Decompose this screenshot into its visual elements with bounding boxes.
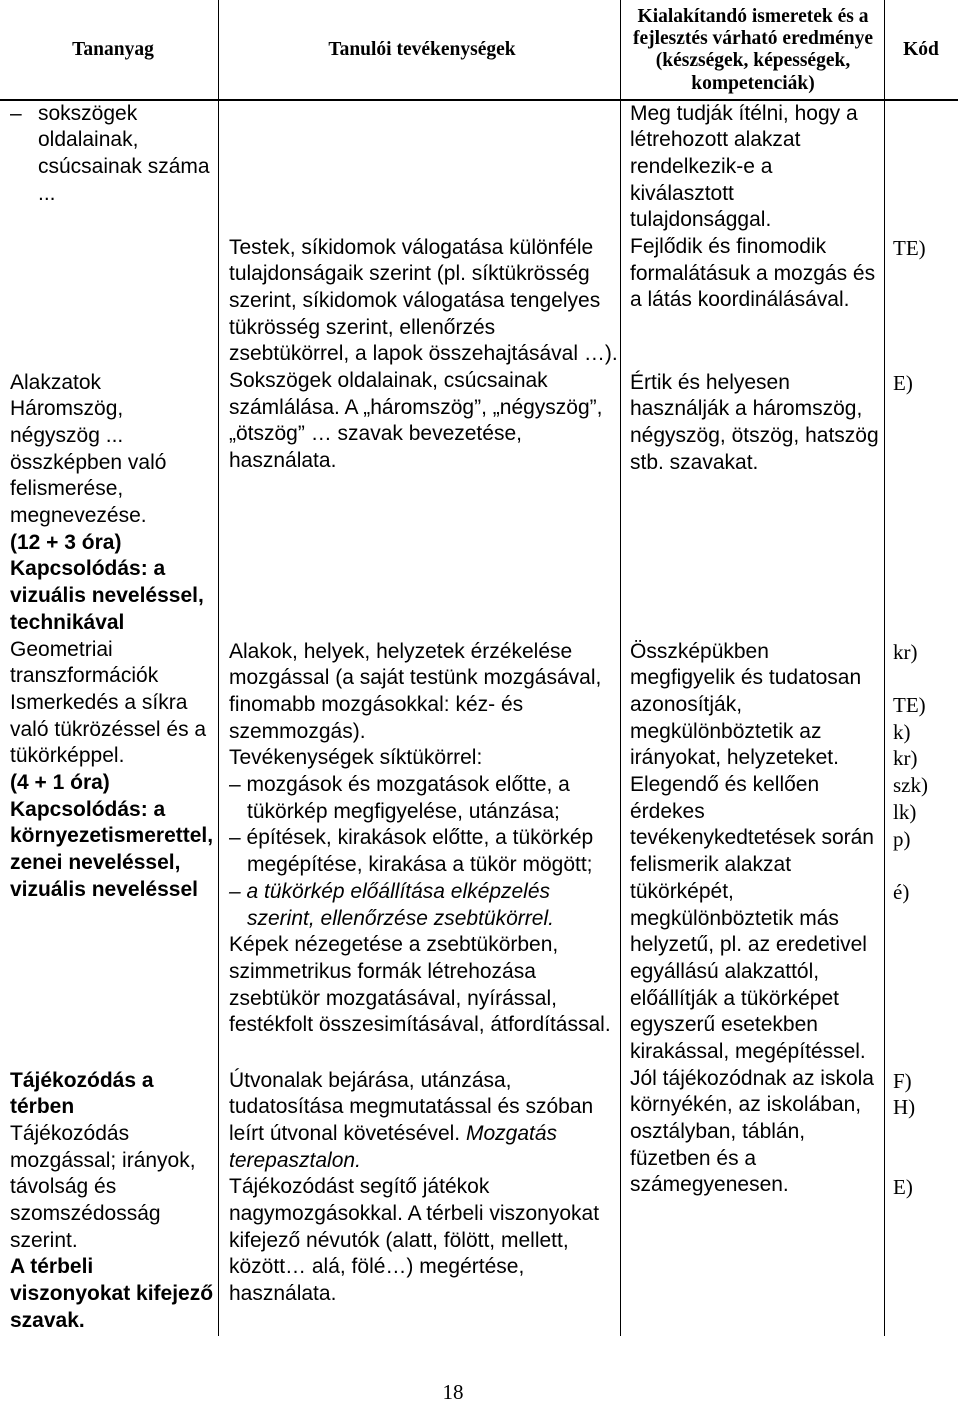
eredmeny-line: Elegendő és kellően [630, 773, 820, 797]
tevekenyseg-block-3 [229, 1068, 599, 1308]
eredmeny-line: számegyenesen. [630, 1173, 789, 1197]
header-eredmenyek-line: fejlesztés várható eredménye [632, 28, 874, 50]
tevekenyseg-line: tükörkép megfigyelése, utánzása; [247, 799, 560, 823]
tevekenyseg-line: megépítése, kirakása a tükör mögött; [247, 853, 593, 877]
tevekenyseg-line: szerint, síkidomok válogatása tengelyes [229, 289, 601, 313]
eredmeny-line: Összképükben [630, 639, 769, 663]
connection-line: vizuális neveléssel [10, 877, 198, 901]
eredmeny-line: a látás koordinálásával. [630, 288, 850, 312]
kod-code: TE) [893, 235, 926, 260]
eredmeny-line: Meg tudják ítélni, hogy a [630, 101, 858, 125]
tevekenyseg-line: zsebtükör mozgatásával, nyírással, [229, 986, 557, 1010]
tevekenyseg-line: tudatosítása megmutatással és szóban [229, 1095, 594, 1119]
tevekenyseg-block-1 [229, 235, 618, 475]
eredmeny-block-1 [630, 101, 875, 315]
connection-line: vizuális neveléssel, [10, 584, 204, 608]
topic-title: transzformációk [10, 664, 159, 688]
eredmeny-line: egyállású alakzattól, [630, 959, 820, 983]
tevekenyseg-line: kifejező névutók (alatt, fölött, mellett, [229, 1228, 569, 1252]
kod-code: H) [893, 1095, 916, 1120]
tevekenyseg-line: finomabb mozgásokkal: kéz- és [229, 693, 524, 717]
eredmeny-block-3 [630, 639, 874, 1199]
tevekenyseg-line: „ötszög” … szavak bevezetése, [229, 422, 522, 446]
eredmeny-line: irányokat, helyzeteket. [630, 746, 839, 770]
tananyag-line: összképben való [10, 450, 167, 474]
topic-title: A térbeli [10, 1255, 94, 1279]
kod-code: p) [893, 826, 911, 851]
topic-title: Tájékozódás a [10, 1068, 154, 1092]
header-eredmenyek-line: Kialakítandó ismeretek és a [637, 5, 869, 27]
eredmeny-line: környékén, az iskolában, [630, 1093, 862, 1117]
eredmeny-line: osztályban, táblán, [630, 1120, 806, 1144]
header-kod: Kód [903, 39, 939, 60]
eredmeny-line: tükörképét, [630, 879, 734, 903]
tananyag-line: Tájékozódás [10, 1122, 130, 1146]
tevekenyseg-line: Alakok, helyek, helyzetek érzékelése [229, 639, 573, 663]
eredmeny-line: előállítják a tükörképet [630, 986, 839, 1010]
kod-code: TE) [893, 693, 926, 718]
tevekenyseg-list-item: – építések, kirakások előtte, a tükörkép [229, 826, 594, 850]
kod-code: F) [893, 1068, 912, 1093]
eredmeny-line: kiválasztott [630, 181, 734, 205]
tevekenyseg-line: között… alá, fölé…) megértése, [229, 1255, 525, 1279]
tananyag-line: távolság és [10, 1175, 117, 1199]
tevekenyseg-line: Testek, síkidomok válogatása különféle [229, 235, 594, 259]
tananyag-line: megnevezése. [10, 504, 147, 528]
eredmeny-line: Fejlődik és finomodik [630, 235, 827, 259]
connection-line: zenei neveléssel, [10, 851, 181, 875]
tevekenyseg-line: festékfolt összesimításával, átfordítással. [229, 1013, 611, 1037]
eredmeny-line: azonosítják, [630, 693, 743, 717]
tananyag-line: oldalainak, [38, 128, 139, 152]
topic-title: Geometriai [10, 637, 113, 661]
tananyag-line: négyszög ... [10, 424, 124, 448]
tevekenyseg-line: terepasztalon. [229, 1148, 361, 1172]
eredmeny-line: megkülönböztetik az [630, 719, 822, 743]
hours-label: (4 + 1 óra) [10, 770, 110, 794]
tananyag-line: tükörképpel. [10, 744, 125, 768]
eredmeny-line: stb. szavakat. [630, 450, 759, 474]
kod-code: szk) [893, 773, 928, 798]
tevekenyseg-line: Képek nézegetése a zsebtükörben, [229, 933, 559, 957]
tevekenyseg-line: Útvonalak bejárása, utánzása, [229, 1068, 512, 1092]
kod-code: k) [893, 719, 911, 744]
tevekenyseg-line: Tájékozódást segítő játékok [229, 1175, 490, 1199]
kod-code: kr) [893, 639, 918, 664]
eredmeny-line: Jól tájékozódnak az iskola [630, 1066, 874, 1090]
tevekenyseg-line: számlálása. A „háromszög”, „négyszög”, [229, 395, 603, 419]
kod-code: E) [893, 1175, 913, 1200]
tevekenyseg-line: használata. [229, 449, 337, 473]
tananyag-line: csúcsainak száma [38, 155, 210, 179]
tevekenyseg-line: használata. [229, 1282, 337, 1306]
eredmeny-line: füzetben és a [630, 1146, 757, 1170]
tevekenyseg-line: szerint, ellenőrzése zsebtükörrel. [247, 906, 554, 930]
column-divider-2 [620, 0, 622, 1336]
eredmeny-line: helyzetű, pl. az eredetivel [630, 933, 867, 957]
tevekenyseg-line [229, 1121, 599, 1148]
eredmeny-line: megkülönböztetik más [630, 906, 839, 930]
connection-line: Kapcsolódás: a [10, 797, 166, 821]
list-dash: – [10, 101, 22, 125]
tananyag-line: való tükrözéssel és a [10, 717, 207, 741]
page-number: 18 [442, 1380, 464, 1404]
eredmeny-line: érdekes [630, 799, 705, 823]
tevekenyseg-line: tükrösség szerint, ellenőrzés [229, 315, 496, 339]
tananyag-line: Ismerkedés a síkra [10, 690, 188, 714]
eredmeny-line: tulajdonsággal. [630, 208, 772, 232]
tananyag-line: sokszögek [38, 101, 138, 125]
tananyag-line: mozgással; irányok, [10, 1148, 196, 1172]
eredmeny-line: felismerik alakzat [630, 853, 792, 877]
tananyag-line: ... [38, 181, 56, 205]
topic-title: viszonyokat kifejező [10, 1282, 214, 1306]
tevekenyseg-line: szemmozgás). [229, 719, 366, 743]
tevekenyseg-list-item: – mozgások és mozgatások előtte, a [229, 773, 570, 797]
header-eredmenyek [620, 6, 886, 95]
eredmeny-block-2 [630, 370, 879, 477]
tananyag-line: felismerése, [10, 477, 124, 501]
tananyag-alakzatok [10, 370, 213, 904]
column-divider-3 [884, 0, 886, 1336]
eredmeny-line: megfigyelik és tudatosan [630, 666, 862, 690]
tevekenyseg-line: nagymozgásokkal. A térbeli viszonyokat [229, 1202, 600, 1226]
tevekenyseg-line: Sokszögek oldalainak, csúcsainak [229, 369, 548, 393]
eredmeny-line: formalátásuk a mozgás és [630, 261, 876, 285]
header-eredmenyek-line: kompetenciák) [691, 72, 815, 94]
connection-line: Kapcsolódás: a [10, 557, 166, 581]
tevekenyseg-line: zsebtükörrel, a lapok összehajtásával …). [229, 342, 618, 366]
tananyag-line: szerint. [10, 1228, 78, 1252]
eredmeny-line: négyszög, ötszög, hatszög [630, 424, 879, 448]
eredmeny-line: kirakással, megépítéssel. [630, 1039, 866, 1063]
topic-title: térben [10, 1095, 75, 1119]
tevekenyseg-list-item: – a tükörkép előállítása elképzelés [229, 879, 551, 903]
connection-line: környezetismerettel, [10, 824, 214, 848]
eredmeny-line: rendelkezik-e a [630, 155, 773, 179]
eredmeny-line: tevékenykedtetések során [630, 826, 874, 850]
tevekenyseg-text: leírt útvonal követésével. [229, 1122, 461, 1146]
header-eredmenyek-line: (készségek, képességek, [655, 50, 851, 72]
tevekenyseg-line: Tevékenységek síktükörrel: [229, 746, 483, 770]
column-divider-1 [218, 0, 220, 1336]
kod-code: lk) [893, 799, 917, 824]
tevekenyseg-line: szimmetrikus formák létrehozása [229, 959, 536, 983]
eredmeny-line: egyszerű esetekben [630, 1013, 818, 1037]
kod-code: E) [893, 370, 913, 395]
tananyag-tajekozodas [10, 1068, 213, 1335]
tananyag-list-item [10, 101, 210, 208]
hours-label: (12 + 3 óra) [10, 530, 122, 554]
tevekenyseg-line: mozgással (a saját testünk mozgásával, [229, 666, 602, 690]
eredmeny-line: használják a háromszög, [630, 397, 863, 421]
kod-code: é) [893, 879, 910, 904]
tevekenyseg-italic-text: Mozgatás [465, 1122, 558, 1146]
eredmeny-line: létrehozott alakzat [630, 128, 801, 152]
eredmeny-line: Értik és helyesen [630, 370, 790, 394]
topic-title: Alakzatok [10, 370, 102, 394]
tananyag-line: Háromszög, [10, 397, 124, 421]
kod-code: kr) [893, 746, 918, 771]
topic-title: szavak. [10, 1308, 85, 1332]
header-tananyag: Tananyag [72, 39, 154, 60]
tevekenyseg-block-2 [229, 639, 611, 1039]
header-tevekenysegek: Tanulói tevékenységek [328, 39, 516, 60]
tevekenyseg-line: tulajdonságaik szerint (pl. síktükrösség [229, 262, 590, 286]
tananyag-line: szomszédosság [10, 1202, 161, 1226]
connection-line: technikával [10, 610, 125, 634]
